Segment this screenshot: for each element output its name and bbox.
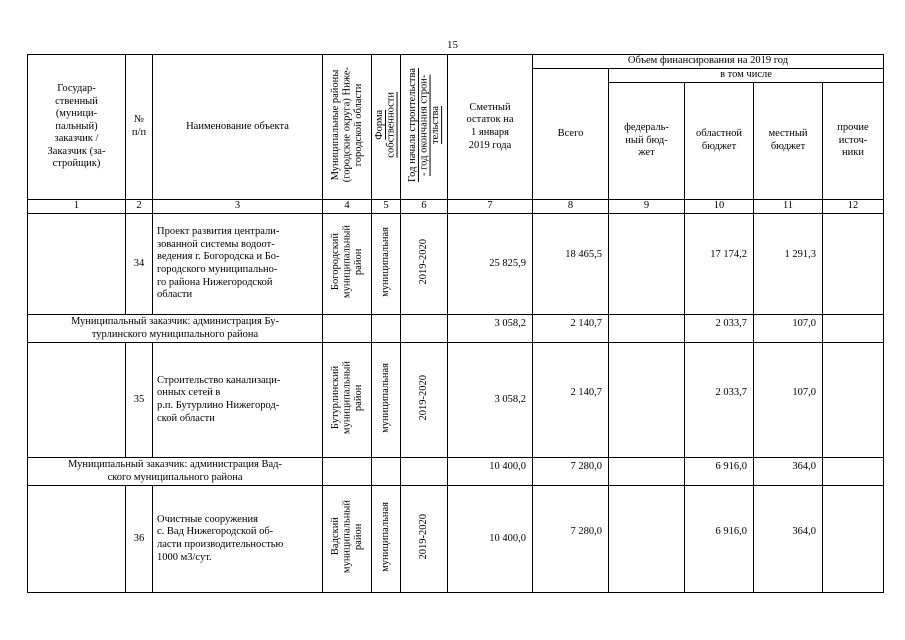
empty-cell bbox=[401, 315, 448, 343]
header-customer: Государ- ственный (муници- пальный) заказчик / Заказчик (за- стройщик) bbox=[28, 55, 126, 200]
header-estimated-balance: Сметный остаток на 1 января 2019 года bbox=[448, 55, 533, 200]
empty-cell bbox=[372, 315, 401, 343]
customer-cell bbox=[28, 214, 126, 315]
header-ownership: Форма собственности bbox=[372, 55, 401, 200]
group-row bbox=[28, 315, 884, 343]
ownership: муниципальная bbox=[372, 486, 401, 593]
column-number: 11 bbox=[754, 200, 823, 214]
header-object-name: Наименование объекта bbox=[153, 55, 323, 200]
years: 2019-2020 bbox=[401, 214, 448, 315]
local: 364,0 bbox=[754, 458, 823, 486]
empty-cell bbox=[823, 343, 884, 458]
empty-cell bbox=[372, 458, 401, 486]
total: 18 465,5 bbox=[533, 214, 609, 315]
column-number: 2 bbox=[126, 200, 153, 214]
years: 2019-2020 bbox=[401, 486, 448, 593]
column-number: 10 bbox=[685, 200, 754, 214]
empty-cell bbox=[609, 343, 685, 458]
column-number: 3 bbox=[153, 200, 323, 214]
column-number: 7 bbox=[448, 200, 533, 214]
header-federal: федераль- ный бюд- жет bbox=[609, 83, 685, 200]
regional: 6 916,0 bbox=[685, 458, 754, 486]
row-number: 35 bbox=[126, 343, 153, 458]
group-row bbox=[28, 458, 884, 486]
header-total: Всего bbox=[533, 69, 609, 200]
local: 107,0 bbox=[754, 315, 823, 343]
district: Бутурлинский муниципальный район bbox=[323, 343, 372, 458]
header-funding-volume: Объем финансирования на 2019 год bbox=[533, 55, 884, 69]
row-number: 36 bbox=[126, 486, 153, 593]
local: 364,0 bbox=[754, 486, 823, 593]
total: 2 140,7 bbox=[533, 343, 609, 458]
other bbox=[823, 214, 884, 315]
empty-cell bbox=[823, 458, 884, 486]
financing-table bbox=[27, 54, 884, 593]
page-number: 15 bbox=[447, 39, 458, 51]
total: 7 280,0 bbox=[533, 486, 609, 593]
empty-cell bbox=[609, 315, 685, 343]
group-title: Муниципальный заказчик: администрация Бу- турлинского муниципального района bbox=[28, 315, 323, 343]
regional: 6 916,0 bbox=[685, 486, 754, 593]
group-title: Муниципальный заказчик: администрация Вад- ского муниципального района bbox=[28, 458, 323, 486]
empty-cell bbox=[323, 458, 372, 486]
table-row bbox=[28, 486, 884, 593]
table-row bbox=[28, 343, 884, 458]
empty-cell bbox=[609, 486, 685, 593]
column-number: 4 bbox=[323, 200, 372, 214]
regional: 17 174,2 bbox=[685, 214, 754, 315]
header-years: Год начала строительства - год окончания строи- тельства bbox=[401, 55, 448, 200]
object-name: Строительство канализаци- онных сетей в р.п. Бутурлино Нижегород- ской области bbox=[153, 343, 323, 458]
column-number: 1 bbox=[28, 200, 126, 214]
column-number: 5 bbox=[372, 200, 401, 214]
balance: 25 825,9 bbox=[448, 214, 533, 315]
header-including: в том числе bbox=[609, 69, 884, 83]
object-name: Очистные сооружения с. Вад Нижегородской об- ласти производительностью 1000 м3/сут. bbox=[153, 486, 323, 593]
balance: 3 058,2 bbox=[448, 343, 533, 458]
district: Богородский муниципальный район bbox=[323, 214, 372, 315]
header-municipal-district: Муниципальные районы (городские округа) Ниже- городской области bbox=[323, 55, 372, 200]
years: 2019-2020 bbox=[401, 343, 448, 458]
empty-cell bbox=[823, 315, 884, 343]
empty-cell bbox=[323, 315, 372, 343]
header-local: местный бюджет bbox=[754, 83, 823, 200]
balance: 10 400,0 bbox=[448, 458, 533, 486]
local: 107,0 bbox=[754, 343, 823, 458]
table-row bbox=[28, 214, 884, 315]
header-other: прочие источ- ники bbox=[823, 83, 884, 200]
balance: 3 058,2 bbox=[448, 315, 533, 343]
customer-cell bbox=[28, 343, 126, 458]
ownership: муниципальная bbox=[372, 214, 401, 315]
federal bbox=[609, 214, 685, 315]
ownership: муниципальная bbox=[372, 343, 401, 458]
empty-cell bbox=[823, 486, 884, 593]
district: Вадский муниципальный район bbox=[323, 486, 372, 593]
regional: 2 033,7 bbox=[685, 315, 754, 343]
empty-cell bbox=[609, 458, 685, 486]
empty-cell bbox=[401, 458, 448, 486]
column-number: 9 bbox=[609, 200, 685, 214]
balance: 10 400,0 bbox=[448, 486, 533, 593]
header-regional: областной бюджет bbox=[685, 83, 754, 200]
object-name: Проект развития централи- зованной системы водоот- ведения г. Богородска и Бо- городского муниципально- го района Нижегородской области bbox=[153, 214, 323, 315]
header-num: № п/п bbox=[126, 55, 153, 200]
column-number: 12 bbox=[823, 200, 884, 214]
total: 2 140,7 bbox=[533, 315, 609, 343]
regional: 2 033,7 bbox=[685, 343, 754, 458]
local: 1 291,3 bbox=[754, 214, 823, 315]
row-number: 34 bbox=[126, 214, 153, 315]
column-number: 6 bbox=[401, 200, 448, 214]
total: 7 280,0 bbox=[533, 458, 609, 486]
customer-cell bbox=[28, 486, 126, 593]
column-number: 8 bbox=[533, 200, 609, 214]
